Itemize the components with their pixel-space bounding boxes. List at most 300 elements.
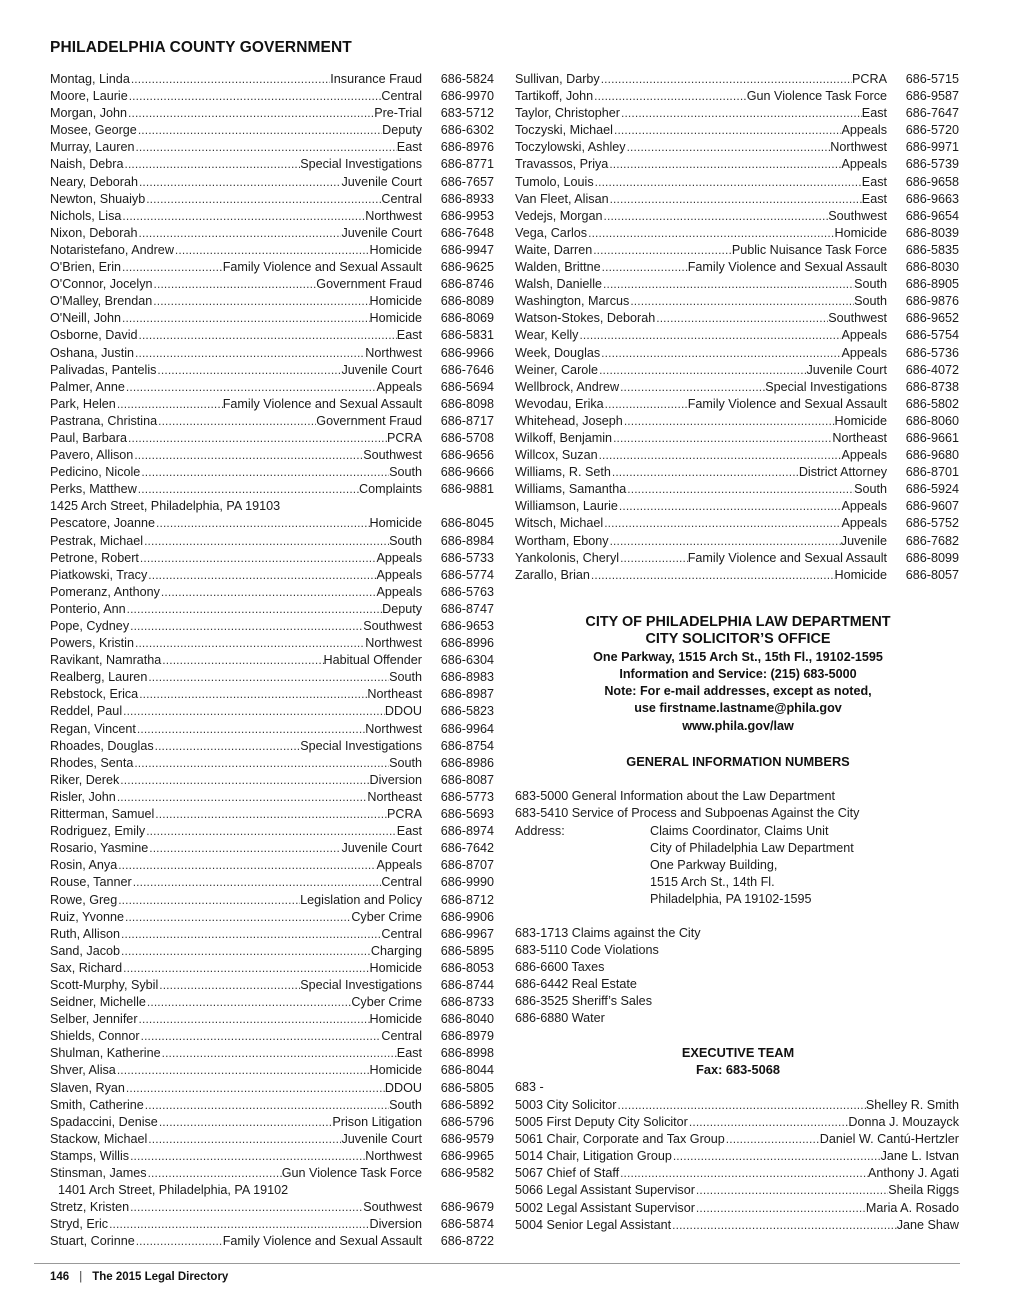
division-name: Complaints <box>359 482 422 497</box>
page-title: PHILADELPHIA COUNTY GOVERNMENT <box>50 39 352 56</box>
division-name: Northwest <box>830 140 887 155</box>
directory-entry <box>515 498 959 515</box>
phone-number: 686-5805 <box>440 1080 494 1095</box>
division-name: District Attorney <box>798 465 887 480</box>
phone-number: 686-8098 <box>440 396 494 411</box>
phone-number: 686-9906 <box>440 909 494 924</box>
directory-entry <box>515 362 959 379</box>
phone-number: 686-5733 <box>440 550 494 565</box>
dot-leader <box>161 652 323 669</box>
division-name: Appeals <box>841 345 887 360</box>
dot-leader <box>593 88 747 105</box>
division-name: South <box>389 1097 422 1112</box>
executive-member <box>515 1200 959 1217</box>
dot-leader <box>134 345 365 362</box>
attorney-name: Waite, Darren <box>515 242 593 257</box>
attorney-name: Osborne, David <box>50 328 138 343</box>
division-name: Northwest <box>365 208 422 223</box>
directory-entry <box>50 840 494 857</box>
left-directory-column <box>50 71 494 1250</box>
dot-leader <box>108 1216 369 1233</box>
attorney-name: Rhoades, Douglas <box>50 738 154 753</box>
executive-member <box>515 1217 959 1234</box>
division-name: Family Violence and Sexual Assault <box>222 1234 422 1249</box>
attorney-name: Powers, Kristin <box>50 636 134 651</box>
attorney-name: Vega, Carlos <box>515 225 588 240</box>
dot-leader <box>578 327 841 344</box>
dot-leader <box>124 156 301 173</box>
dot-leader <box>129 1148 365 1165</box>
executive-name: Sheila Riggs <box>888 1183 959 1198</box>
directory-address-line: 1425 Arch Street, Philadelphia, PA 19103 <box>50 499 281 514</box>
phone-number: 686-5895 <box>440 943 494 958</box>
division-name: Special Investigations <box>765 379 887 394</box>
directory-entry <box>50 259 494 276</box>
dot-leader <box>695 1182 888 1199</box>
directory-entry <box>50 1199 494 1216</box>
dot-leader <box>119 772 369 789</box>
division-name: Legislation and Policy <box>300 892 422 907</box>
attorney-name: Realberg, Lauren <box>50 670 148 685</box>
attorney-name: Shver, Alisa <box>50 1063 116 1078</box>
attorney-name: Palmer, Anne <box>50 379 125 394</box>
directory-entry <box>515 71 959 88</box>
phone-number: 686-9964 <box>440 721 494 736</box>
dot-leader <box>146 994 351 1011</box>
directory-entry <box>50 464 494 481</box>
phone-number: 686-8712 <box>440 892 494 907</box>
dot-leader <box>623 413 835 430</box>
directory-entry <box>50 293 494 310</box>
executive-title: 5066 Legal Assistant Supervisor <box>515 1183 695 1198</box>
attorney-name: Wortham, Ebony <box>515 533 609 548</box>
division-name: South <box>389 533 422 548</box>
dot-leader <box>174 242 370 259</box>
division-name: Deputy <box>382 123 422 138</box>
executive-team-list <box>515 1097 959 1234</box>
division-name: East <box>396 328 422 343</box>
attorney-name: Riker, Derek <box>50 772 120 787</box>
phone-number: 686-8039 <box>905 225 959 240</box>
phone-number: 686-8044 <box>440 1063 494 1078</box>
division-name: Juvenile Court <box>341 225 422 240</box>
phone-number: 686-8974 <box>440 824 494 839</box>
directory-entry <box>50 1062 494 1079</box>
directory-entry <box>50 379 494 396</box>
phone-number: 686-5694 <box>440 379 494 394</box>
division-name: Appeals <box>841 157 887 172</box>
dot-leader <box>140 1028 382 1045</box>
phone-number: 686-5708 <box>440 430 494 445</box>
directory-entry <box>515 259 959 276</box>
division-name: Pre-Trial <box>374 106 422 121</box>
executive-member <box>515 1114 959 1131</box>
dot-leader <box>138 174 342 191</box>
division-name: East <box>396 1046 422 1061</box>
division-name: Deputy <box>382 601 422 616</box>
division-name: Appeals <box>841 516 887 531</box>
directory-entry <box>515 550 959 567</box>
phone-number: 686-8976 <box>440 140 494 155</box>
directory-entry <box>50 156 494 173</box>
phone-number: 686-9654 <box>905 208 959 223</box>
phone-number: 686-5823 <box>440 704 494 719</box>
directory-entry <box>50 772 494 789</box>
division-name: Family Violence and Sexual Assault <box>222 260 422 275</box>
service-of-process-line: 683-5410 Service of Process and Subpoenas Against the City <box>515 806 860 820</box>
division-name: Appeals <box>376 858 422 873</box>
attorney-name: Smith, Catherine <box>50 1097 144 1112</box>
law-department-title: CITY OF PHILADELPHIA LAW DEPARTMENT <box>585 614 891 630</box>
dot-leader <box>147 1165 282 1182</box>
directory-entry <box>50 1216 494 1233</box>
attorney-name: Wear, Kelly <box>515 328 579 343</box>
directory-entry <box>50 738 494 755</box>
division-name: DDOU <box>384 704 422 719</box>
division-name: PCRA <box>387 430 422 445</box>
phone-number: 686-4072 <box>905 362 959 377</box>
solicitor-office-title: CITY SOLICITOR’S OFFICE <box>645 631 831 648</box>
directory-entry <box>50 1165 494 1182</box>
dot-leader <box>121 208 365 225</box>
directory-entry <box>50 892 494 909</box>
directory-entry <box>50 755 494 772</box>
dot-leader <box>129 618 363 635</box>
dot-leader <box>155 515 369 532</box>
phone-number: 686-5752 <box>905 516 959 531</box>
attorney-name: Walsh, Danielle <box>515 277 603 292</box>
phone-number: 686-9679 <box>440 1200 494 1215</box>
dot-leader <box>601 259 688 276</box>
directory-entry <box>50 139 494 156</box>
attorney-name: Pestrak, Michael <box>50 533 144 548</box>
division-name: Northwest <box>365 721 422 736</box>
directory-entry <box>515 156 959 173</box>
division-name: Appeals <box>841 123 887 138</box>
directory-entry <box>50 857 494 874</box>
attorney-name: Naish, Debra <box>50 157 124 172</box>
attorney-name: Week, Douglas <box>515 345 601 360</box>
phone-number: 686-8089 <box>440 294 494 309</box>
division-name: Juvenile Court <box>341 1131 422 1146</box>
directory-entry <box>515 225 959 242</box>
directory-entry <box>50 225 494 242</box>
directory-entry <box>515 533 959 550</box>
phone-number: 686-8060 <box>905 413 959 428</box>
attorney-name: Watson-Stokes, Deborah <box>515 311 656 326</box>
directory-entry <box>50 806 494 823</box>
directory-entry <box>515 481 959 498</box>
attorney-name: Piatkowski, Tracy <box>50 567 148 582</box>
attorney-name: Ponterio, Ann <box>50 601 126 616</box>
dot-leader <box>136 721 365 738</box>
directory-entry <box>50 550 494 567</box>
executive-name: Anthony J. Agati <box>867 1166 959 1181</box>
executive-title: 5004 Senior Legal Assistant <box>515 1217 672 1232</box>
directory-entry <box>50 430 494 447</box>
phone-number: 686-5892 <box>440 1097 494 1112</box>
attorney-name: Scott-Murphy, Sybil <box>50 977 159 992</box>
division-name: Juvenile Court <box>341 841 422 856</box>
division-name: Central <box>381 1029 422 1044</box>
attorney-name: Walden, Brittne <box>515 260 601 275</box>
dot-leader <box>158 977 300 994</box>
directory-entry <box>515 515 959 532</box>
phone-number: 686-5739 <box>905 157 959 172</box>
phone-number: 686-5715 <box>905 72 959 86</box>
dot-leader <box>609 191 862 208</box>
phone-number: 686-9970 <box>440 89 494 104</box>
executive-name: Daniel W. Cantú-Hertzler <box>819 1132 959 1147</box>
phone-number: 686-8733 <box>440 995 494 1010</box>
attorney-name: Weiner, Carole <box>515 362 599 377</box>
dot-leader <box>161 1045 397 1062</box>
info-number-line: 686-6880 Water <box>515 1011 605 1025</box>
directory-entry <box>515 567 959 584</box>
division-name: Appeals <box>841 499 887 514</box>
phone-number: 686-8040 <box>440 1012 494 1027</box>
dot-leader <box>124 909 351 926</box>
directory-entry <box>50 1080 494 1097</box>
phone-number: 683-5712 <box>440 106 494 121</box>
division-name: Appeals <box>841 448 887 463</box>
directory-entry <box>50 174 494 191</box>
general-info-line: 683-5000 General Information about the Law Department <box>515 789 835 803</box>
division-name: Central <box>381 89 422 104</box>
directory-entry <box>50 345 494 362</box>
phone-number: 686-9653 <box>440 619 494 633</box>
attorney-name: Rhodes, Senta <box>50 755 134 770</box>
dot-leader <box>117 857 376 874</box>
phone-number: 686-7648 <box>440 225 494 240</box>
attorney-name: Stryd, Eric <box>50 1217 109 1232</box>
directory-entry <box>50 362 494 379</box>
attorney-name: Stuart, Corinne <box>50 1234 135 1249</box>
attorney-name: Stackow, Michael <box>50 1131 148 1146</box>
directory-entry <box>50 122 494 139</box>
dot-leader <box>121 310 370 327</box>
dot-leader <box>608 156 841 173</box>
website-link[interactable]: www.phila.gov/law <box>682 718 794 733</box>
phone-number: 686-8746 <box>440 277 494 292</box>
division-name: Appeals <box>841 328 887 343</box>
phone-number: 686-6302 <box>440 123 494 138</box>
dot-leader <box>147 669 389 686</box>
phone-number: 686-8771 <box>440 157 494 172</box>
division-name: Public Nuisance Task Force <box>731 242 887 257</box>
directory-entry <box>515 396 959 413</box>
email-format[interactable]: use firstname.lastname@phila.gov <box>634 701 842 716</box>
attorney-name: Pastrana, Christina <box>50 413 158 428</box>
phone-number: 686-7642 <box>440 841 494 856</box>
phone-number: 686-9965 <box>440 1148 494 1163</box>
phone-number: 686-8905 <box>905 277 959 292</box>
directory-entry <box>50 601 494 618</box>
directory-entry <box>515 310 959 327</box>
attorney-name: Rowe, Greg <box>50 892 118 907</box>
attorney-name: Reddel, Paul <box>50 704 123 719</box>
directory-entry <box>515 413 959 430</box>
division-name: Southwest <box>363 448 422 463</box>
directory-entry <box>50 721 494 738</box>
division-name: Homicide <box>369 294 422 309</box>
directory-entry <box>50 327 494 344</box>
dot-leader <box>133 447 363 464</box>
division-name: Northeast <box>832 430 887 445</box>
phone-number: 686-5773 <box>440 789 494 804</box>
division-name: PCRA <box>852 72 887 86</box>
executive-member <box>515 1148 959 1165</box>
phone-number: 686-9661 <box>905 430 959 445</box>
phone-number: 686-8984 <box>440 533 494 548</box>
directory-entry <box>50 396 494 413</box>
attorney-name: Nixon, Deborah <box>50 225 138 240</box>
directory-entry <box>515 88 959 105</box>
dot-leader <box>125 379 377 396</box>
executive-member <box>515 1182 959 1199</box>
phone-number: 686-5831 <box>440 328 494 343</box>
phone-number: 686-8754 <box>440 738 494 753</box>
division-name: Government Fraud <box>316 413 422 428</box>
attorney-name: Wilkoff, Benjamin <box>515 430 613 445</box>
phone-number: 686-5796 <box>440 1114 494 1129</box>
phone-number: 686-7646 <box>440 362 494 377</box>
attorney-name: Perks, Matthew <box>50 482 137 497</box>
dot-leader <box>144 1097 389 1114</box>
phone-number: 686-5824 <box>440 72 494 86</box>
directory-entry <box>50 208 494 225</box>
dot-leader <box>152 293 369 310</box>
directory-entry <box>50 447 494 464</box>
directory-entry <box>515 174 959 191</box>
phone-number: 686-9579 <box>440 1131 494 1146</box>
phone-number: 686-8057 <box>905 567 959 582</box>
phone-number: 686-8979 <box>440 1029 494 1044</box>
division-name: Homicide <box>834 413 887 428</box>
directory-entry <box>50 960 494 977</box>
attorney-name: Neary, Deborah <box>50 174 138 189</box>
attorney-name: Tartikoff, John <box>515 89 594 104</box>
dot-leader <box>126 601 382 618</box>
law-department-info-line: Information and Service: (215) 683-5000 <box>619 667 857 682</box>
division-name: Juvenile Court <box>341 362 422 377</box>
division-name: Special Investigations <box>300 738 422 753</box>
dot-leader <box>138 327 397 344</box>
law-department-address: One Parkway, 1515 Arch St., 15th Fl., 19102-1595 <box>593 649 883 664</box>
directory-entry <box>515 430 959 447</box>
directory-entry <box>50 652 494 669</box>
phone-number: 686-5802 <box>905 396 959 411</box>
dot-leader <box>129 1199 363 1216</box>
attorney-name: Pedicino, Nicole <box>50 465 141 480</box>
attorney-name: Washington, Marcus <box>515 294 630 309</box>
info-number-line: 683-1713 Claims against the City <box>515 926 701 940</box>
directory-entry <box>515 464 959 481</box>
directory-entry <box>50 533 494 550</box>
dot-leader <box>121 259 223 276</box>
dot-leader <box>128 88 382 105</box>
phone-number: 686-8053 <box>440 960 494 975</box>
directory-entry <box>515 447 959 464</box>
directory-entry <box>50 635 494 652</box>
dot-leader <box>590 567 835 584</box>
attorney-name: Stretz, Kristen <box>50 1200 130 1215</box>
directory-entry <box>50 1045 494 1062</box>
executive-member <box>515 1165 959 1182</box>
directory-entry <box>50 994 494 1011</box>
dot-leader <box>145 191 381 208</box>
dot-leader <box>147 567 376 584</box>
dot-leader <box>120 926 381 943</box>
executive-title: 5067 Chief of Staff <box>515 1166 620 1181</box>
phone-number: 686-5736 <box>905 345 959 360</box>
page-footer <box>50 1271 228 1283</box>
attorney-name: O'Malley, Brendan <box>50 294 153 309</box>
phone-number: 686-5693 <box>440 807 494 822</box>
phone-number: 686-9680 <box>905 448 959 463</box>
division-name: Gun Violence Task Force <box>281 1166 422 1180</box>
executive-title: 5005 First Deputy City Solicitor <box>515 1115 688 1130</box>
executive-name: Donna J. Mouzayck <box>848 1115 959 1130</box>
attorney-name: Sax, Richard <box>50 960 123 975</box>
attorney-name: Whitehead, Joseph <box>515 413 623 428</box>
phone-number: 686-8722 <box>440 1234 494 1249</box>
dot-leader <box>695 1200 866 1217</box>
dot-leader <box>602 276 854 293</box>
division-name: Northwest <box>365 345 422 360</box>
attorney-name: O'Neill, John <box>50 311 121 326</box>
address-line: Claims Coordinator, Claims Unit <box>650 824 829 838</box>
directory-entry <box>50 669 494 686</box>
directory-entry <box>515 293 959 310</box>
dot-leader <box>148 840 341 857</box>
directory-entry <box>515 208 959 225</box>
directory-entry <box>50 88 494 105</box>
address-label: Address: <box>515 824 565 838</box>
directory-entry <box>515 345 959 362</box>
dot-leader <box>619 550 688 567</box>
footer-divider <box>34 1263 960 1264</box>
attorney-name: Ruth, Allison <box>50 926 121 941</box>
attorney-name: Rodriguez, Emily <box>50 824 146 839</box>
executive-fax: Fax: 683-5068 <box>696 1062 780 1077</box>
phone-number: 686-8738 <box>905 379 959 394</box>
division-name: Family Violence and Sexual Assault <box>222 396 422 411</box>
dot-leader <box>130 71 330 88</box>
dot-leader <box>618 498 842 515</box>
attorney-name: Pescatore, Joanne <box>50 516 156 531</box>
law-department-header <box>515 614 961 735</box>
attorney-name: Stinsman, James <box>50 1166 147 1180</box>
phone-number: 686-8747 <box>440 601 494 616</box>
general-info-heading: GENERAL INFORMATION NUMBERS <box>626 754 850 769</box>
division-name: South <box>854 277 887 292</box>
attorney-name: Pomeranz, Anthony <box>50 584 160 599</box>
executive-team-heading: EXECUTIVE TEAM <box>681 1045 795 1060</box>
directory-entry <box>515 242 959 259</box>
directory-entry <box>50 1148 494 1165</box>
attorney-name: Slaven, Ryan <box>50 1080 125 1095</box>
dot-leader <box>145 823 397 840</box>
dot-leader <box>598 447 842 464</box>
dot-leader <box>137 481 359 498</box>
attorney-name: Williams, R. Seth <box>515 465 611 480</box>
attorney-name: Montag, Linda <box>50 72 130 86</box>
phone-number: 686-5835 <box>905 242 959 257</box>
division-name: Homicide <box>834 225 887 240</box>
attorney-name: Toczyski, Michael <box>515 123 613 138</box>
attorney-name: Park, Helen <box>50 396 116 411</box>
